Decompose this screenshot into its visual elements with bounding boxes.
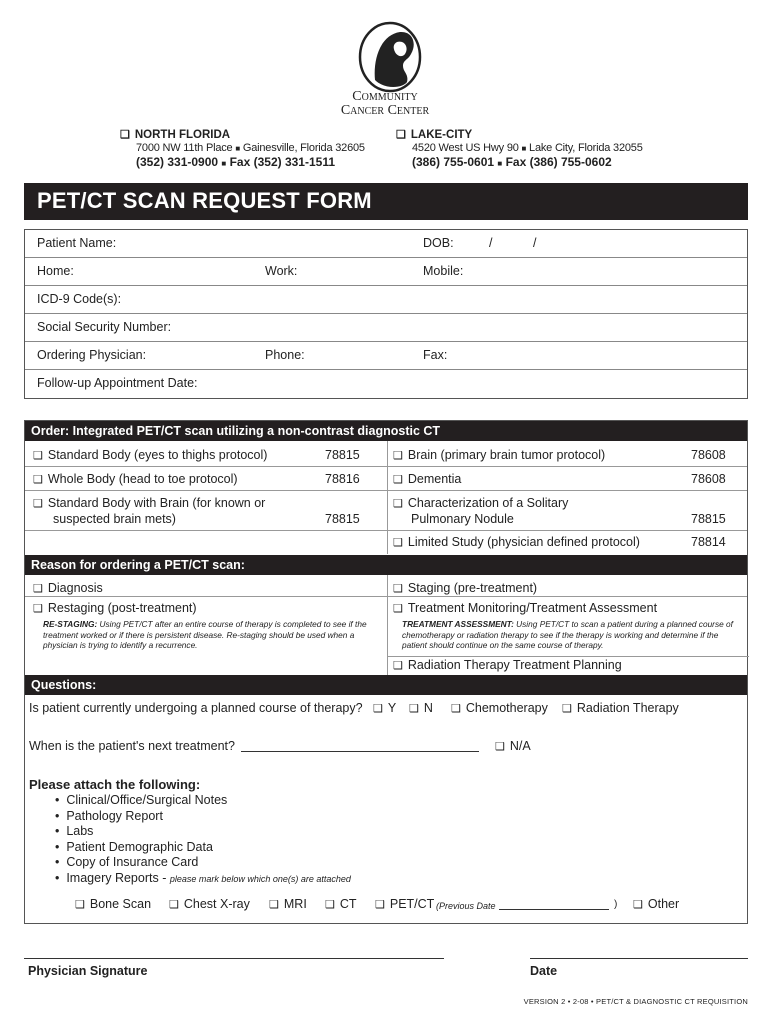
- checkbox-label: N: [423, 701, 433, 715]
- reason-treatment-monitoring[interactable]: [393, 600, 657, 617]
- attach-item: • Imagery Reports - please mark below which one(s) are attached: [55, 870, 351, 885]
- patient-info-section: [24, 229, 748, 399]
- order-option-brain[interactable]: [393, 447, 605, 464]
- location-fax: Fax (352) 331-1511: [229, 155, 336, 169]
- reason-label: Treatment Monitoring/Treatment Assessment: [407, 601, 658, 615]
- work-phone-label: Work:: [265, 264, 298, 278]
- restaging-note-text: Using PET/CT after an entire course of therapy is completed to see if the treatment worked or if there is persistent disease. Re-staging should be used when a physician is trying to identify a recurrence.: [43, 619, 367, 650]
- organization-name: [310, 90, 460, 118]
- patient-name-row[interactable]: [25, 230, 747, 258]
- reason-diagnosis[interactable]: [33, 580, 103, 597]
- attach-item: • Pathology Report: [55, 808, 163, 823]
- dob-label: DOB:: [423, 236, 454, 250]
- ssn-row[interactable]: [25, 314, 747, 342]
- order-option-standard-body[interactable]: [33, 447, 267, 464]
- reason-radiation-planning[interactable]: [393, 657, 622, 674]
- imagery-note: please mark below which one(s) are attached: [169, 873, 351, 884]
- attach-item: • Labs: [55, 824, 94, 838]
- attach-list: [55, 793, 351, 887]
- physician-row[interactable]: [25, 342, 747, 370]
- assessment-note-title: TREATMENT ASSESSMENT:: [402, 619, 514, 629]
- row-divider: [25, 596, 747, 597]
- chemotherapy-checkbox[interactable]: [451, 700, 548, 717]
- order-option-whole-body[interactable]: [33, 471, 238, 488]
- attach-item: • Clinical/Office/Surgical Notes: [55, 793, 228, 807]
- location-name: LAKE-CITY: [410, 129, 473, 141]
- checkbox-label: Chemotherapy: [465, 701, 548, 715]
- attach-title: Please attach the following:: [29, 777, 201, 792]
- imaging-mri-checkbox[interactable]: [269, 896, 307, 913]
- row-divider: [25, 530, 747, 531]
- ssn-label: Social Security Number:: [37, 320, 172, 334]
- order-reason-section: [24, 420, 748, 695]
- location-address: 7000 NW 11th Place: [136, 142, 233, 154]
- restaging-note-title: RE-STAGING:: [43, 619, 98, 629]
- location-address: 4520 West US Hwy 90: [412, 142, 519, 154]
- therapy-yes-checkbox[interactable]: [373, 700, 396, 717]
- attach-item: • Patient Demographic Data: [55, 839, 213, 854]
- order-label-line2: suspected brain mets): [53, 512, 176, 526]
- row-divider: [25, 490, 747, 491]
- cpt-code: 78814: [691, 535, 726, 549]
- location-lake-city: ❑ LAKE-CITY 4520 West US Hwy 90 ■ Lake City, Florida 32055 (386) 755-0601 ■ Fax (386) 755-0602: [396, 128, 643, 169]
- icd-code-label: ICD-9 Code(s):: [37, 292, 122, 306]
- order-label: Characterization of a Solitary: [407, 496, 569, 510]
- date-signature-line[interactable]: [530, 958, 748, 959]
- date-label: Date: [530, 964, 558, 978]
- next-treatment-question: When is the patient's next treatment?: [29, 739, 235, 753]
- followup-row[interactable]: [25, 370, 747, 398]
- checkbox-label: CT: [339, 897, 357, 911]
- attach-item: • Copy of Insurance Card: [55, 855, 199, 869]
- reason-staging[interactable]: [393, 580, 537, 597]
- attach-item-label: Labs: [66, 824, 94, 838]
- location-phone: (352) 331-0900: [136, 155, 219, 169]
- dob-separator: /: [489, 236, 493, 250]
- previous-date-field[interactable]: [499, 909, 609, 910]
- attach-item-label: Patient Demographic Data: [66, 839, 213, 854]
- version-footer: VERSION 2 • 2-08 • PET/CT & DIAGNOSTIC CT REQUISITION: [523, 997, 748, 1006]
- attach-item-label: Clinical/Office/Surgical Notes: [66, 793, 228, 807]
- location-phone: (386) 755-0601: [412, 155, 495, 169]
- order-label: Whole Body (head to toe protocol): [47, 472, 238, 486]
- physician-phone-label: Phone:: [265, 348, 305, 362]
- logo: [345, 20, 435, 95]
- order-option-pulmonary-nodule[interactable]: [393, 495, 568, 512]
- reason-label: Staging (pre-treatment): [407, 581, 538, 595]
- physician-signature-label: Physician Signature: [28, 964, 148, 978]
- questions-section: [24, 694, 748, 924]
- order-label-line2: Pulmonary Nodule: [411, 512, 514, 526]
- restaging-note: [43, 619, 381, 651]
- questions-header: Questions:: [25, 675, 747, 695]
- cpt-code: 78815: [325, 512, 360, 526]
- followup-date-label: Follow-up Appointment Date:: [37, 376, 198, 390]
- next-treatment-field[interactable]: [241, 751, 479, 752]
- attach-item-label: Pathology Report: [66, 808, 163, 823]
- cpt-code: 78816: [325, 472, 360, 486]
- mobile-phone-label: Mobile:: [423, 264, 464, 278]
- cpt-code: 78608: [691, 448, 726, 462]
- reason-label: Diagnosis: [47, 581, 103, 595]
- checkbox-label: PET/CT: [389, 897, 435, 911]
- org-name-line1: Community: [352, 89, 418, 104]
- order-label: Standard Body (eyes to thighs protocol): [47, 448, 268, 462]
- location-fax: Fax (386) 755-0602: [505, 155, 612, 169]
- order-header: Order: Integrated PET/CT scan utilizing a non-contrast diagnostic CT: [25, 421, 747, 441]
- therapy-no-checkbox[interactable]: [409, 700, 433, 717]
- ordering-physician-label: Ordering Physician:: [37, 348, 147, 362]
- cpt-code: 78815: [325, 448, 360, 462]
- reason-header: Reason for ordering a PET/CT scan:: [25, 555, 747, 575]
- order-label: Brain (primary brain tumor protocol): [407, 448, 606, 462]
- attach-item-label: Imagery Reports -: [66, 870, 167, 885]
- imaging-petct-checkbox[interactable]: [375, 896, 434, 913]
- checkbox-label: Y: [387, 701, 397, 715]
- row-divider: [25, 466, 747, 467]
- assessment-note-text: Using PET/CT to scan a patient during a planned course of chemotherapy or radiation therapy to see if the therapy is working and determine if the patient should continue on the same course of therapy.: [402, 619, 733, 650]
- attach-item-label: Copy of Insurance Card: [66, 855, 199, 869]
- org-name-line2: Cancer Center: [340, 103, 430, 118]
- order-divider: [387, 441, 388, 554]
- icd-code-row[interactable]: [25, 286, 747, 314]
- order-option-limited-study[interactable]: [393, 534, 640, 551]
- home-phone-label: Home:: [37, 264, 74, 278]
- radiation-therapy-checkbox[interactable]: [562, 700, 679, 717]
- location-city: Gainesville, Florida 32605: [242, 142, 365, 154]
- next-treatment-na-checkbox[interactable]: [495, 738, 531, 755]
- form-title: PET/CT SCAN REQUEST FORM: [24, 183, 748, 220]
- therapy-question: Is patient currently undergoing a planned course of therapy?: [29, 701, 363, 715]
- location-checkbox-north-florida[interactable]: [120, 128, 365, 141]
- checkbox-label: Chest X-ray: [183, 897, 250, 911]
- location-north-florida: ❑ NORTH FLORIDA 7000 NW 11th Place ■ Gainesville, Florida 32605 (352) 331-0900 ■ Fax (352) 331-1511: [120, 128, 365, 169]
- location-name: NORTH FLORIDA: [134, 129, 231, 141]
- order-label: Limited Study (physician defined protocol): [407, 535, 640, 549]
- imaging-ct-checkbox[interactable]: [325, 896, 357, 913]
- reason-restaging[interactable]: [33, 600, 197, 617]
- patient-name-label: Patient Name:: [37, 236, 117, 250]
- cpt-code: 78608: [691, 472, 726, 486]
- order-label: Standard Body with Brain (for known or: [47, 496, 266, 510]
- cpt-code: 78815: [691, 512, 726, 526]
- reason-label: Radiation Therapy Treatment Planning: [407, 658, 622, 672]
- checkbox-label: N/A: [509, 739, 531, 753]
- order-option-dementia[interactable]: [393, 471, 461, 488]
- previous-date-label: (Previous Date: [436, 901, 496, 911]
- dob-separator: /: [533, 236, 537, 250]
- location-city: Lake City, Florida 32055: [529, 142, 643, 154]
- assessment-note: [402, 619, 742, 651]
- physician-fax-label: Fax:: [423, 348, 448, 362]
- order-option-body-with-brain[interactable]: [33, 495, 265, 512]
- imaging-chest-xray-checkbox[interactable]: [169, 896, 250, 913]
- location-checkbox-lake-city[interactable]: [396, 128, 643, 141]
- order-label: Dementia: [407, 472, 462, 486]
- checkbox-label: Bone Scan: [89, 897, 152, 911]
- imaging-bone-scan-checkbox[interactable]: [75, 896, 151, 913]
- reason-label: Restaging (post-treatment): [47, 601, 197, 615]
- checkbox-label: Other: [647, 897, 680, 911]
- checkbox-label: MRI: [283, 897, 307, 911]
- checkbox-label: Radiation Therapy: [576, 701, 679, 715]
- reason-divider: [387, 575, 388, 675]
- previous-date-close: ): [614, 899, 618, 910]
- imaging-other-checkbox[interactable]: [633, 896, 679, 913]
- phone-numbers-row[interactable]: [25, 258, 747, 286]
- physician-signature-line[interactable]: [24, 958, 444, 959]
